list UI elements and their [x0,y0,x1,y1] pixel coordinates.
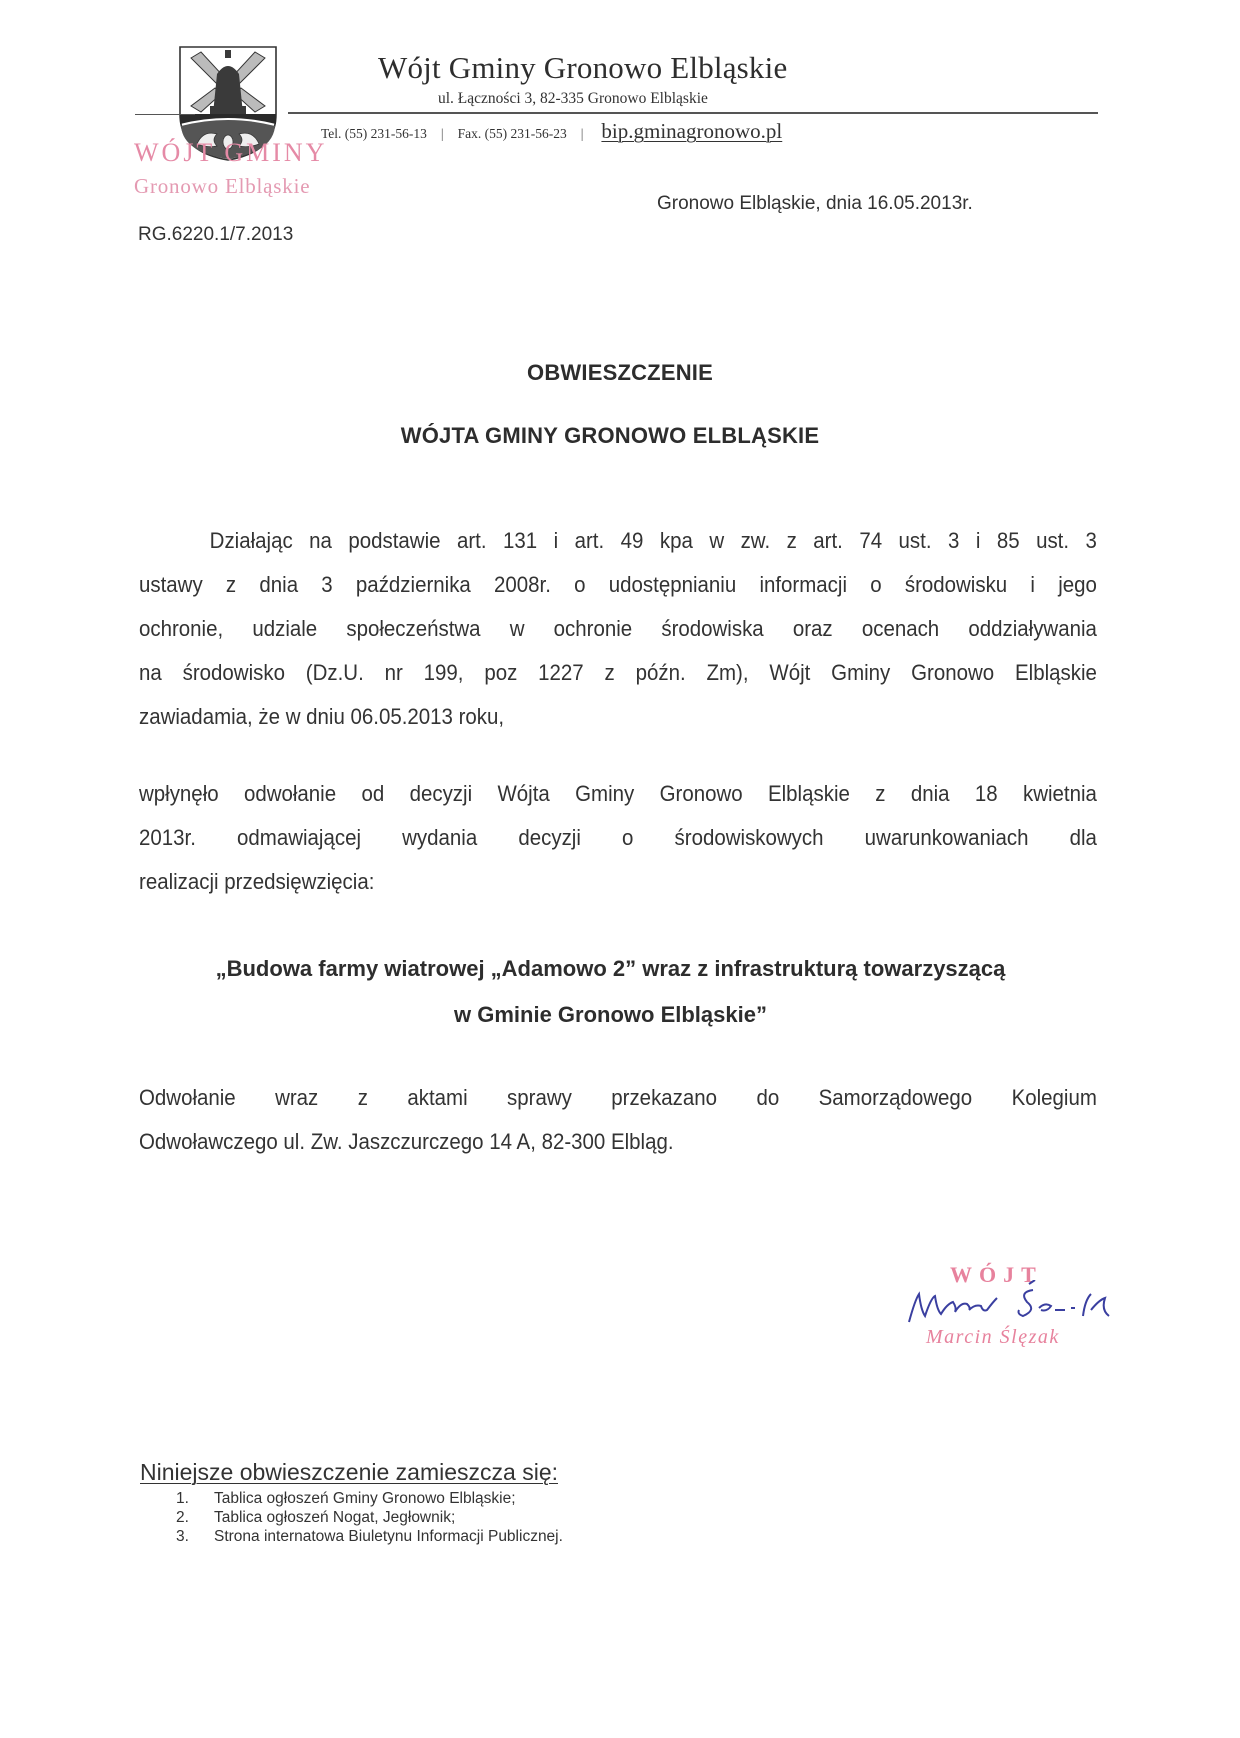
paragraph-line: Odwołanie wraz z aktami sprawy przekazano do Samorządowego Kolegium [139,1085,1097,1110]
paragraph-line: 2013r. odmawiającej wydania decyzji o środowiskowych uwarunkowaniach dla [139,825,1097,850]
legal-basis-paragraph [139,519,1097,739]
letterhead-title: Wójt Gminy Gronowo Elbląskie [378,50,788,85]
project-name-line: „Budowa farmy wiatrowej „Adamowo 2” wraz z infrastrukturą towarzyszącą [215,956,1006,981]
list-item [176,1489,563,1508]
list-item-number: 3. [176,1528,189,1545]
list-item-text: Tablica ogłoszeń Gminy Gronowo Elbląskie; [214,1490,516,1507]
paragraph-line: na środowisko (Dz.U. nr 199, poz 1227 z późn. Zm), Wójt Gminy Gronowo Elbląskie [139,660,1097,685]
project-name-line: w Gminie Gronowo Elbląskie” [454,1002,767,1027]
distribution-title: Niniejsze obwieszczenie zamieszcza się: [140,1459,558,1485]
handwritten-signature [905,1280,1120,1328]
place-and-date: Gronowo Elbląskie, dnia 16.05.2013r. [657,193,973,214]
list-item-text: Strona internatowa Biuletynu Informacji Publicznej. [214,1528,563,1545]
list-item [176,1527,563,1546]
phone-number: Tel. (55) 231-56-13 [321,126,427,141]
list-item-text: Tablica ogłoszeń Nogat, Jegłownik; [214,1509,456,1526]
website-link[interactable]: bip.gminagronowo.pl [601,119,783,143]
project-name [0,946,1221,1038]
paragraph-line: Działając na podstawie art. 131 i art. 49 kpa w zw. z art. 74 ust. 3 i 85 ust. 3 [209,528,1097,553]
list-item-number: 1. [176,1490,189,1507]
paragraph-line: ochronie, udziale społeczeństwa w ochronie środowiska oraz ocenach oddziaływania [139,616,1097,641]
paragraph-line: Odwoławczego ul. Zw. Jaszczurczego 14 A, 82-300 Elbląg. [139,1129,674,1154]
office-stamp-place: Gronowo Elbląskie [134,174,311,198]
document-title: OBWIESZCZENIE [527,360,713,385]
signature-stamp-name: Marcin Ślęzak [926,1326,1060,1348]
letterhead-divider-left [135,114,195,115]
distribution-list [176,1489,563,1546]
paragraph-line: wpłynęło odwołanie od decyzji Wójta Gminy Gronowo Elbląskie z dnia 18 kwietnia [139,781,1097,806]
list-item [176,1508,563,1527]
paragraph-line: ustawy z dnia 3 października 2008r. o udostępnianiu informacji o środowisku i jego [139,572,1097,597]
office-stamp-title: WÓJT GMINY [134,138,328,167]
letterhead-divider [288,112,1098,114]
document-subtitle: WÓJTA GMINY GRONOWO ELBLĄSKIE [400,423,820,448]
fax-number: Fax. (55) 231-56-23 [457,126,567,141]
letterhead-contact-row [321,119,782,144]
reference-number: RG.6220.1/7.2013 [138,224,294,245]
signature-stamp-title: WÓJT [950,1262,1043,1287]
separator: | [440,126,444,141]
paragraph-line: realizacji przedsięwzięcia: [139,869,375,894]
separator: | [580,126,584,141]
appeal-paragraph [139,772,1097,904]
letterhead-address: ul. Łączności 3, 82-335 Gronowo Elbląskie [438,90,708,107]
list-item-number: 2. [176,1509,189,1526]
transfer-paragraph [139,1076,1097,1164]
paragraph-line: zawiadamia, że w dniu 06.05.2013 roku, [139,704,505,729]
